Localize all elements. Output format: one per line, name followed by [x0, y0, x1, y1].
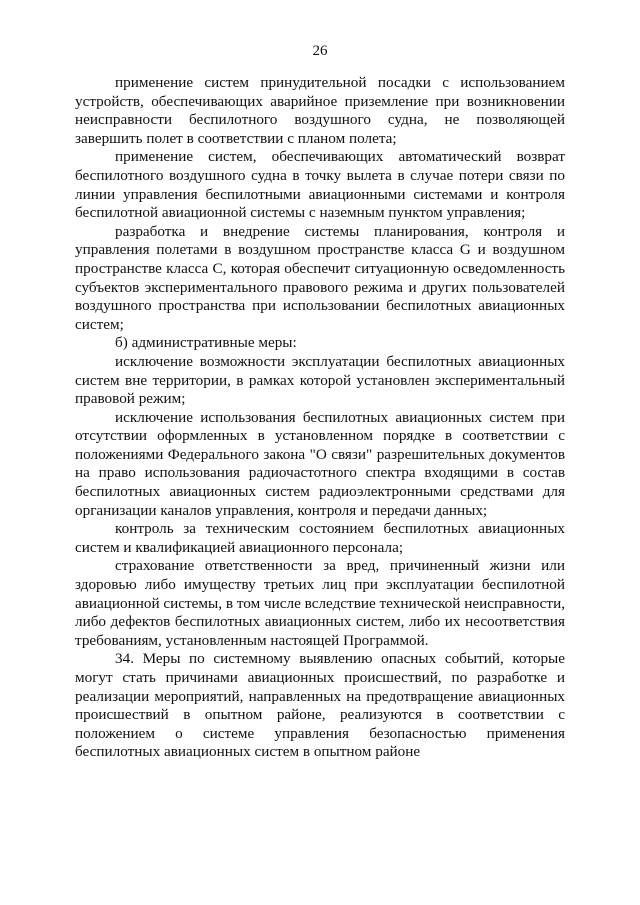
paragraph-flight-planning: разработка и внедрение системы планирования, контроля и управления полетами в воздушном пространстве класса G и воздушном пространстве класса С, которая обеспечит ситуационную осведомленность субъектов экспериментального правового режима и других пользователей воздушного пространства при использовании беспилотных авиационных систем; — [75, 222, 565, 333]
paragraph-forced-landing: применение систем принудительной посадки с использованием устройств, обеспечивающих аварийное приземление при возникновении неисправности беспилотного воздушного судна, не позволяющей завершить полет в соответствии с планом полета; — [75, 74, 565, 147]
paragraph-admin-measures-heading: б) административные меры: — [115, 334, 297, 352]
page-number: 26 — [312, 43, 328, 59]
paragraph-liability-insurance: страхование ответственности за вред, причиненный жизни или здоровью либо имуществу третьих лиц при эксплуатации беспилотной авиационной системы, в том числе вследствие технической неисправности, либо дефектов беспилотных авиационных систем, либо их несоответствия требованиям, установленным настоящей Программой. — [75, 557, 565, 649]
paragraph-territory-restriction: исключение возможности эксплуатации беспилотных авиационных систем вне территории, в рамках которой установлен экспериментальный правовой режим; — [75, 352, 565, 408]
document-body — [75, 74, 565, 762]
paragraph-item-34: 34. Меры по системному выявлению опасных событий, которые могут стать причинами авиационных происшествий, по разработке и реализации мероприятий, направленных на предотвращение авиационных происшествий в опытном районе, реализуются в соответствии с положением о системе управления безопасностью применения беспилотных авиационных систем в опытном районе — [75, 650, 565, 761]
paragraph-radio-permits: исключение использования беспилотных авиационных систем при отсутствии оформленных в установленном порядке в соответствии с положениями Федерального закона "О связи" разрешительных документов на право использования радиочастотного спектра входящими в состав беспилотных авиационных систем радиоэлектронными средствами для организации каналов управления, контроля и передачи данных; — [75, 408, 565, 519]
paragraph-technical-control: контроль за техническим состоянием беспилотных авиационных систем и квалификацией авиационного персонала; — [75, 520, 565, 556]
paragraph-auto-return: применение систем, обеспечивающих автоматический возврат беспилотного воздушного судна в точку вылета в случае потери связи по линии управления беспилотными авиационными системами и контроля беспилотной авиационной системы с наземным пунктом управления; — [75, 148, 565, 222]
